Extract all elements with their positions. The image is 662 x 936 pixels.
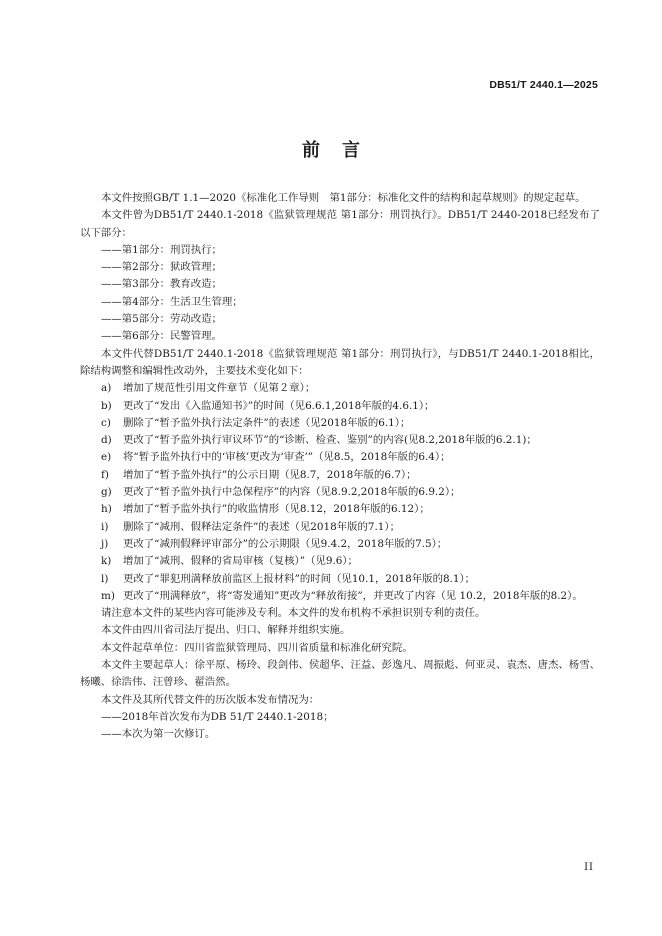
list-item xyxy=(80,484,600,501)
list-item xyxy=(80,415,600,432)
item-label: e) xyxy=(101,451,112,464)
history-list xyxy=(80,709,600,744)
list-item xyxy=(80,501,600,518)
list-item: ——本次为第一次修订。 xyxy=(101,728,216,741)
item-text: 更改了“发出《入监通知书》”的时间（见6.6.1,2018年版的4.6.1）； xyxy=(123,399,435,412)
list-item: ——2018年首次发布为DB 51/T 2440.1-2018； xyxy=(101,710,334,723)
item-text: 增加了规范性引用文件章节（见第２章）； xyxy=(123,382,316,395)
item-text: 增加了“暂予监外执行”的收监情形（见8.12，2018年版的6.12）； xyxy=(123,503,430,516)
item-text: 更改了“刑满释放”，将“寄发通知”更改为“释放衔接”，并更改了内容（见 10.2，2018年版的8.2）。 xyxy=(123,589,583,602)
item-text: 更改了“减刑假释评审部分”的公示期限（见9.4.2，2018年版的7.5）； xyxy=(123,537,448,550)
item-text: 删除了“暂予监外执行法定条件”的表述（见2018年版的6.1）； xyxy=(123,416,411,429)
list-item xyxy=(80,588,600,605)
item-text: 增加了“暂予监外执行”的公示日期（见8.7，2018年版的6.7）； xyxy=(123,468,417,481)
paragraph-drafting-basis: 本文件按照GB/T 1.1—2020《标准化工作导则 第1部分：标准化文件的结构和起草规则》的规定起草。 xyxy=(101,192,586,204)
parts-list xyxy=(80,242,600,346)
item-label: d) xyxy=(101,434,112,447)
foreword-body xyxy=(80,190,600,744)
changes-list xyxy=(80,380,600,605)
list-item xyxy=(80,380,600,397)
list-item: ——第4部分：生活卫生管理； xyxy=(101,295,243,308)
item-text: 增加了“减刑、假释的省局审核（复核）”（见9.6）； xyxy=(123,555,358,568)
list-item: ——第1部分：刑罚执行； xyxy=(101,243,222,256)
document-code: DB51/T 2440.1—2025 xyxy=(489,79,598,91)
list-item xyxy=(80,519,600,536)
item-label: c) xyxy=(101,416,111,429)
list-item: ——第2部分：狱政管理； xyxy=(101,261,222,274)
list-item xyxy=(80,398,600,415)
item-label: a) xyxy=(101,382,112,395)
page-title: 前言 xyxy=(302,140,382,161)
item-text: 将“暂予监外执行中的‘审核’更改为‘审查’”（见8.5，2018年版的6.4）； xyxy=(123,451,451,464)
item-label: i) xyxy=(101,520,109,533)
paragraph-patent-notice: 请注意本文件的某些内容可能涉及专利。本文件的发布机构不承担识别专利的责任。 xyxy=(101,607,486,620)
paragraph-proposer: 本文件由四川省司法厅提出、归口、解释并组织实施。 xyxy=(101,624,351,637)
list-item xyxy=(80,449,600,466)
item-text: 更改了“暂予监外执行审议环节”的“诊断、检查、鉴别”的内容(见8.2,2018年版的6.2.1)； xyxy=(123,434,537,447)
item-label: g) xyxy=(101,486,112,499)
list-item: ——第5部分：劳动改造； xyxy=(101,313,222,326)
list-item xyxy=(80,553,600,570)
paragraph-drafters: 本文件主要起草人：徐平原、杨玲、段剑伟、侯超华、汪益、彭逸凡、周振彪、何亚灵、袁杰、唐杰、杨雪、杨曦、徐浩伟、汪曾珍、翟浩然。 xyxy=(80,659,600,689)
item-label: h) xyxy=(101,503,112,516)
item-label: m) xyxy=(101,589,115,602)
list-item xyxy=(80,571,600,588)
paragraph-history-intro: 本文件及其所代替文件的历次版本发布情况为： xyxy=(101,693,320,706)
item-label: l) xyxy=(101,572,109,585)
list-item: ——第6部分：民警管理。 xyxy=(101,330,222,343)
item-label: f) xyxy=(101,468,109,481)
paragraph-replacement: 本文件代替DB51/T 2440.1-2018《监狱管理规范 第1部分：刑罚执行》，与DB51/T 2440.1-2018相比，除结构调整和编辑性改动外，主要技术变化如下： xyxy=(80,347,600,377)
item-text: 删除了“减刑、假释法定条件”的表述（见2018年版的7.1）； xyxy=(123,520,400,533)
list-item xyxy=(80,536,600,553)
item-text: 更改了“暂予监外执行中急保程序”的内容（见8.9.2,2018年版的6.9.2）； xyxy=(123,486,461,499)
paragraph-drafting-units: 本文件起草单位：四川省监狱管理局、四川省质量和标准化研究院。 xyxy=(101,641,413,654)
list-item: ——第3部分：教育改造； xyxy=(101,278,222,291)
item-label: b) xyxy=(101,399,112,412)
item-label: k) xyxy=(101,555,112,568)
list-item xyxy=(80,432,600,449)
item-text: 更改了“罪犯刑满释放前监区上报材料”的时间（见10.1，2018年版的8.1）； xyxy=(123,572,476,585)
paragraph-previous-version: 本文件曾为DB51/T 2440.1-2018《监狱管理规范 第1部分：刑罚执行》。DB51/T 2440-2018已经发布了以下部分： xyxy=(80,209,600,239)
list-item xyxy=(80,467,600,484)
item-label: j) xyxy=(101,537,109,550)
page-number: II xyxy=(584,862,594,873)
